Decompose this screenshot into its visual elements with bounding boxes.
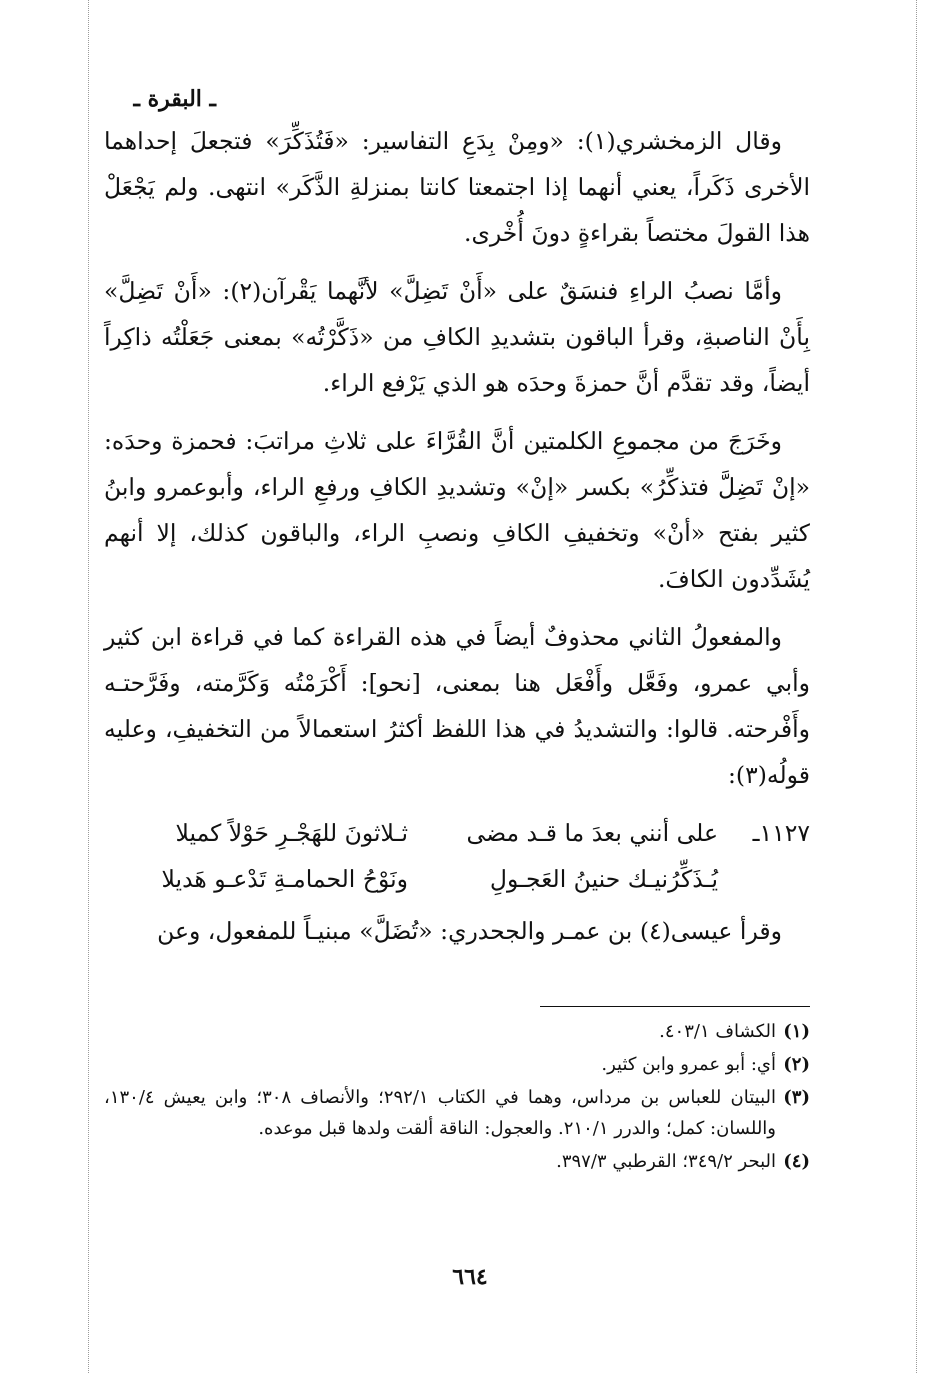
running-header: ـ البقرة ـ xyxy=(133,86,216,112)
paragraph-3: وخَرَجَ من مجموعِ الكلمتين أنَّ القُرَّاءَ على ثلاثِ مراتبَ: فحمزة وحدَه: «إنْ تَضِلَّ فتذكِّرُ» بكسر «إنْ» وتشديدِ الكافِ ورفعِ الراء، وأبوعمرو وابنُ كثير بفتح «أنْ» وتخفيفِ الكافِ ونصبِ الراء، والباقون كذلك، إلا أنهم يُشَدِّدون الكافَ. xyxy=(104,427,810,593)
footnote-number: (٤) xyxy=(783,1151,810,1172)
footnotes xyxy=(104,1016,810,1179)
footnote-number: (٣) xyxy=(783,1087,810,1108)
scan-edge-right xyxy=(916,0,917,1373)
poetry-verse xyxy=(104,810,810,902)
verse-line-2 xyxy=(104,856,810,902)
paragraph-4: والمفعولُ الثاني محذوفٌ أيضاً في هذه القراءة كما في قراءة ابن كثير وأبي عمرو، وفَعَّل وأَفْعَل هنا بمعنى، [نحو]: أَكْرَمْتُه وَكَرَّمته، وفَرَّحتـه وأَفْرحته. قالوا: والتشديدُ في هذا اللفظ أكثرُ استعمالاً من التخفيفِ، وعليه قولُه(٣): xyxy=(104,623,810,789)
footnote-2 xyxy=(104,1049,810,1080)
footnote-text: البحر ٣٤٩/٢؛ القرطبي ٣٩٧/٣. xyxy=(556,1151,776,1172)
footnote-1 xyxy=(104,1016,810,1047)
footnote-text: البيتان للعباس بن مرداس، وهما في الكتاب ٢٩٢/١؛ والأنصاف ٣٠٨؛ وابن يعيش ١٣٠/٤، واللسان: كمل؛ والدرر ٢١٠/١. والعجول: الناقة ألقت ولدها قبل موعده. xyxy=(104,1087,776,1139)
paragraph-5: وقرأ عيسى(٤) بن عمـر والجحدري: «تُضَلَّ» مبنيـاً للمفعول، وعن xyxy=(157,917,782,945)
page-number: ٦٦٤ xyxy=(452,1264,488,1290)
footnote-3 xyxy=(104,1082,810,1144)
footnote-text: الكشاف ٤٠٣/١. xyxy=(659,1021,776,1042)
verse-line-2-second-hemistich: ونَوْحُ الحمامـةِ تَدْعـو هَديلا xyxy=(161,865,408,893)
verse-line-1-first-hemistich: على أنني بعدَ ما قـد مضى xyxy=(466,819,718,847)
paragraph-1: وقال الزمخشري(١): «ومِنْ بِدَعِ التفاسير: «فَتُذَكِّرَ» فتجعلَ إحداهما الأخرى ذَكَراً، يعني أنهما إذا اجتمعتا كانتا بمنزلةِ الذَّكَر» انتهى. ولم يَجْعَلْ هذا القولَ مختصاً بقراءةٍ دونَ أُخْرى. xyxy=(104,127,810,247)
footnote-number: (١) xyxy=(783,1021,810,1042)
footnote-number: (٢) xyxy=(783,1054,810,1075)
verse-line-1 xyxy=(104,810,810,856)
footnote-separator xyxy=(540,1006,810,1007)
verse-number-spacer xyxy=(718,856,810,902)
footnote-text: أي: أبو عمرو وابن كثير. xyxy=(601,1054,776,1075)
main-text xyxy=(104,118,810,954)
scan-edge-left xyxy=(88,0,89,1373)
paragraph-2: وأمَّا نصبُ الراءِ فنسَقٌ على «أَنْ تَضِلَّ» لأنَّهما يَقْرآن(٢): «أَنْ تَضِلَّ» بِأَنْ الناصبةِ، وقرأ الباقون بتشديدِ الكافِ من «ذَكَّرْتُه» بمعنى جَعَلْتُه ذاكِراً أيضاً، وقد تقدَّم أنَّ حمزةَ وحدَه هو الذي يَرْفع الراء. xyxy=(104,277,810,397)
verse-line-1-second-hemistich: ثـلاثونَ للهَجْـرِ حَوْلاً كميلا xyxy=(175,819,408,847)
verse-line-2-first-hemistich: يُـذَكِّرُنيـك حنينُ العَجـولِ xyxy=(489,865,718,893)
verse-number: ١١٢٧ـ xyxy=(752,819,810,847)
footnote-4 xyxy=(104,1146,810,1177)
